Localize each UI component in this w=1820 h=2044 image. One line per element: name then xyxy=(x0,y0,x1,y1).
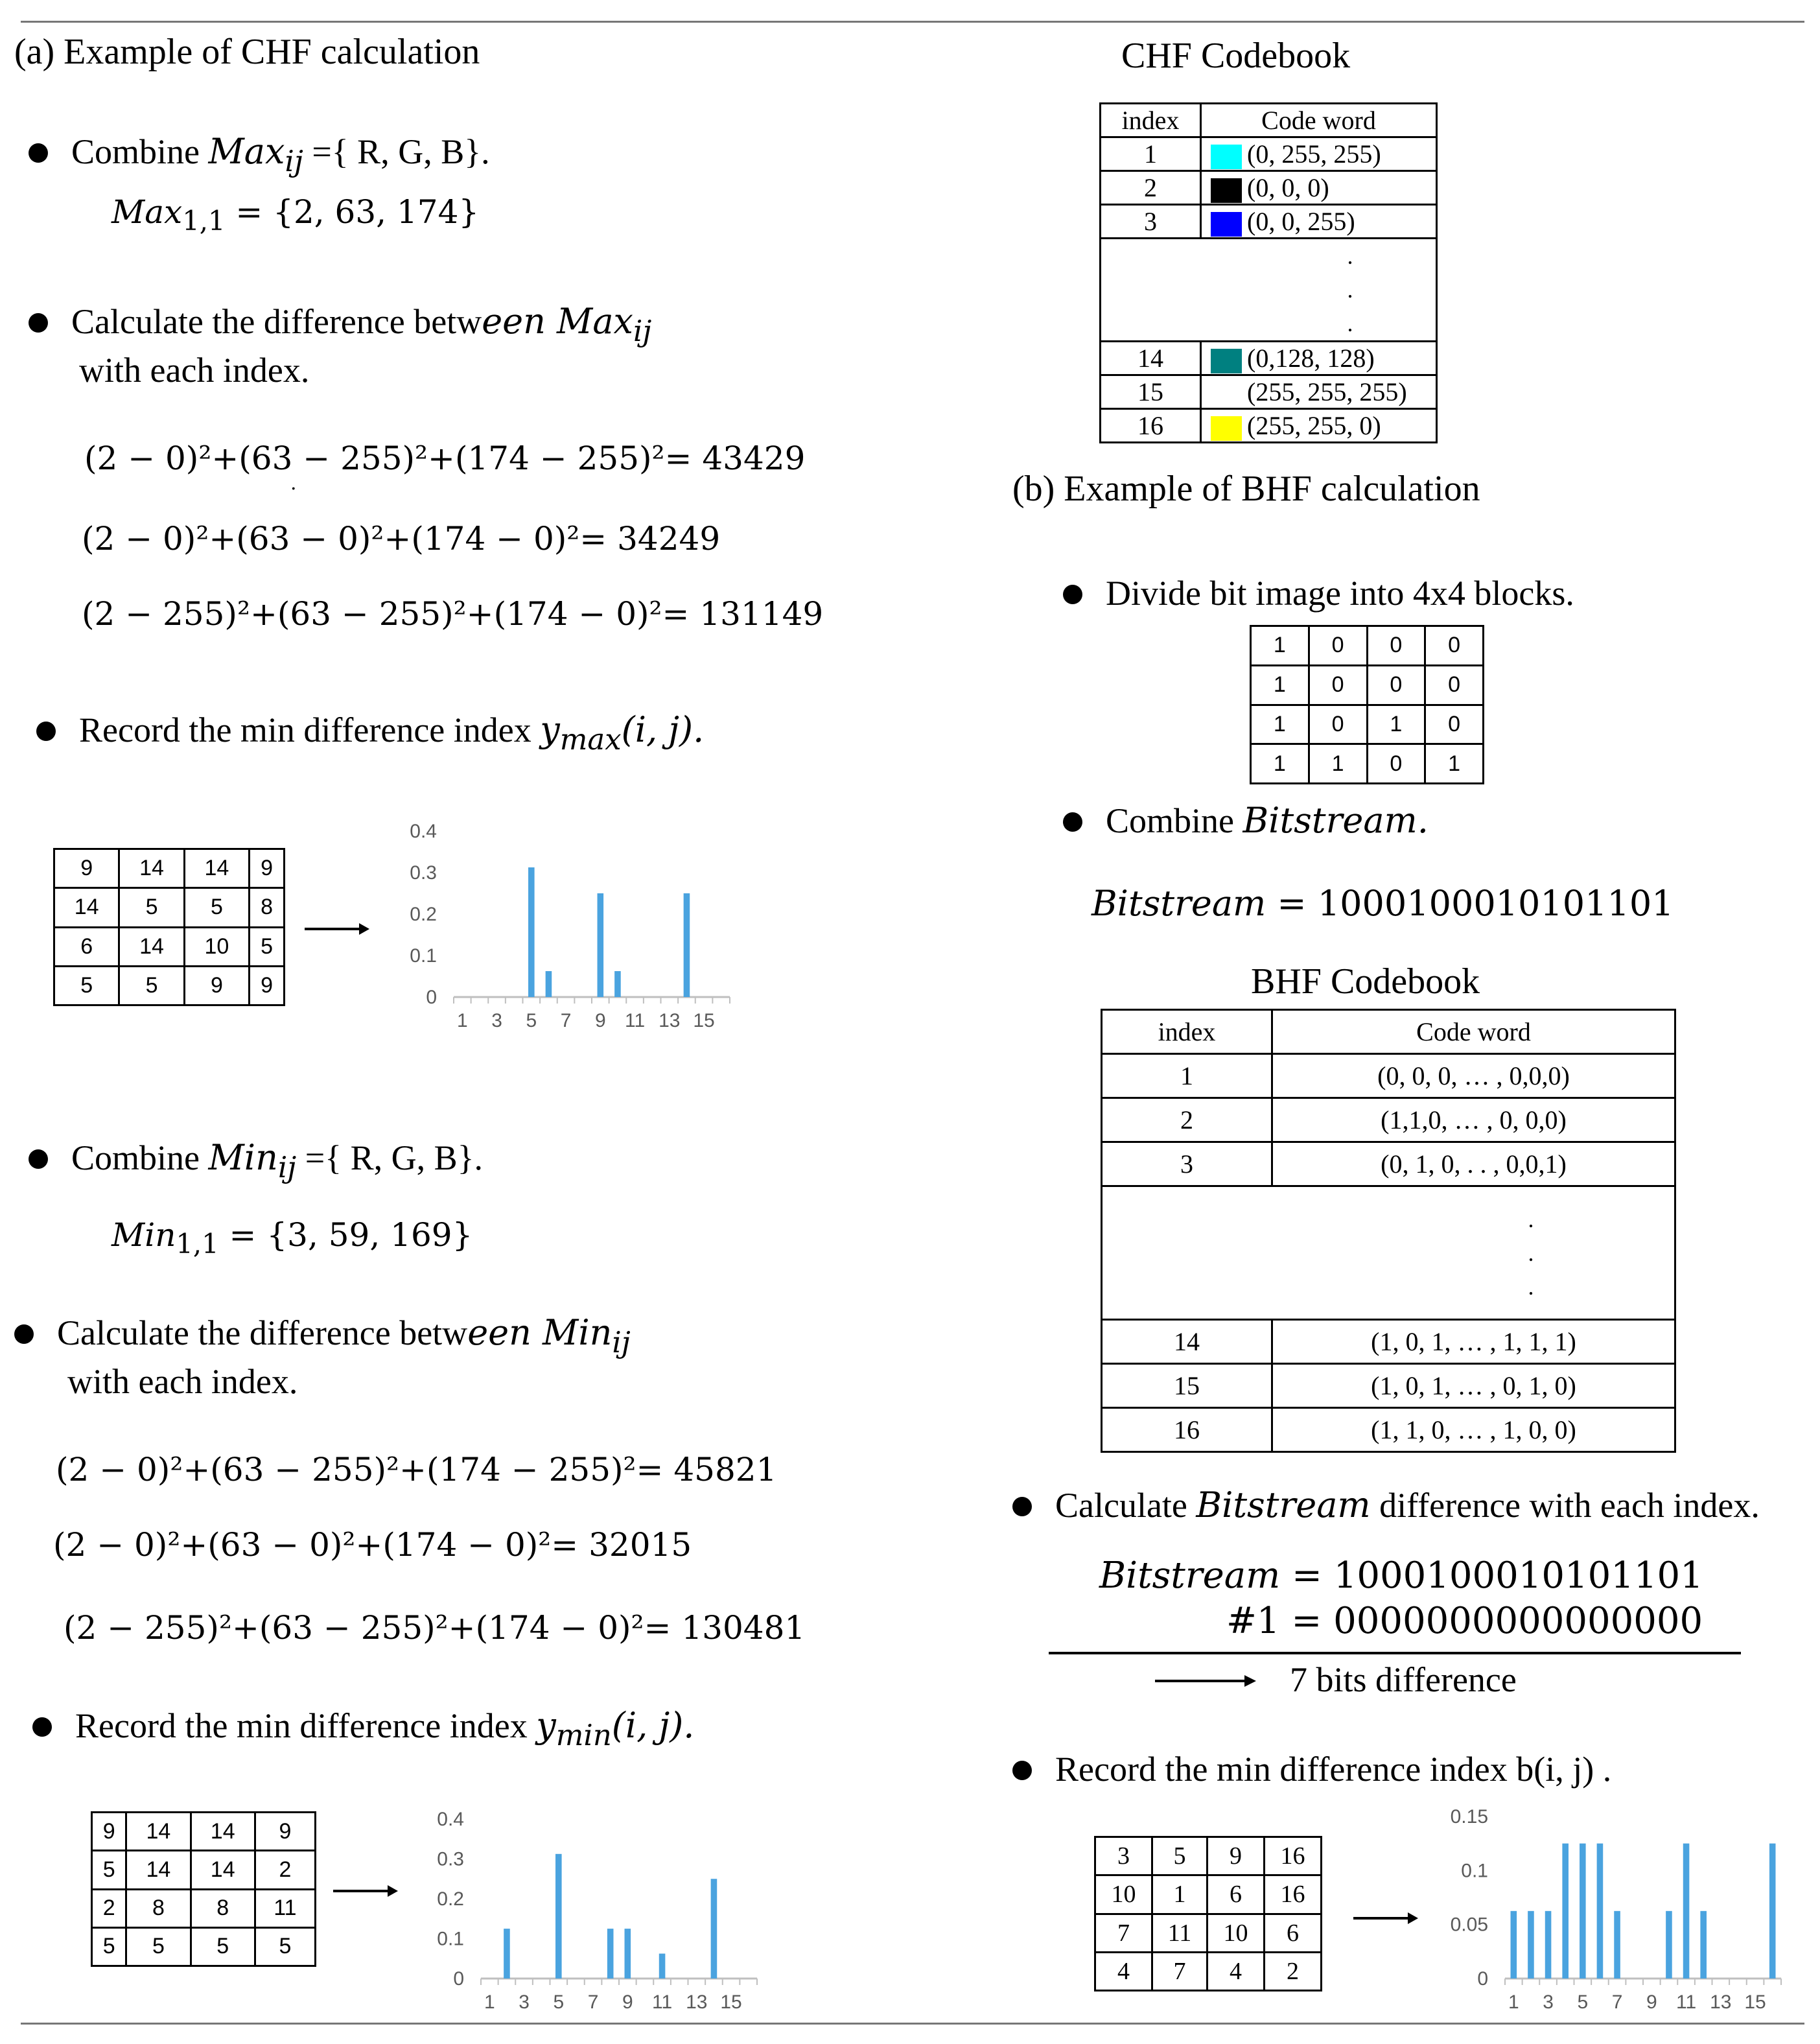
x-tick-label: 9 xyxy=(594,1010,606,1031)
max-histogram-chart xyxy=(389,818,739,1039)
x-tick-label: 5 xyxy=(1577,1991,1589,2013)
max-index-grid: 9 14 14 9 14 5 5 8 6 14 10 5 5 5 9 9 xyxy=(53,848,285,1006)
max-eq-1: (2 − 0)²+(63 − 255)²+(174 − 255)²= 43429 xyxy=(84,440,806,477)
x-tick-label: 15 xyxy=(720,1991,742,2013)
min-eq-3: (2 − 255)²+(63 − 255)²+(174 − 0)²= 130481 xyxy=(64,1609,806,1647)
teal-swatch xyxy=(1211,349,1242,373)
max-diff-title: Calculate the difference between Max$_{ij}$ xyxy=(29,301,651,348)
x-tick-label: 11 xyxy=(651,1991,673,2013)
bar-7 xyxy=(1614,1911,1620,1979)
bar-5 xyxy=(555,1854,562,1979)
max-eq-3: (2 − 255)²+(63 − 255)²+(174 − 0)²= 131149 xyxy=(82,595,824,633)
x-tick-label: 3 xyxy=(1543,1991,1554,2013)
black-swatch xyxy=(1211,178,1242,203)
min-arrow-icon xyxy=(333,1881,398,1901)
bullet-icon xyxy=(1012,1761,1032,1780)
x-tick-label: 11 xyxy=(624,1010,646,1031)
y-tick-label: 0.3 xyxy=(437,1848,464,1870)
bullet-icon xyxy=(36,722,56,741)
x-tick-label: 3 xyxy=(491,1010,502,1031)
max-diff-title-line2: with each index. xyxy=(79,351,310,390)
bottom-rule xyxy=(21,2023,1804,2025)
min-combine-line: Combine Min$_{ij}$ ={ R, G, B}. xyxy=(29,1137,483,1184)
x-tick-label: 1 xyxy=(484,1991,495,2013)
x-tick-label: 13 xyxy=(686,1991,708,2013)
y-tick-label: 0 xyxy=(426,987,437,1008)
chf-codebook-table: index Code word 1 (0, 255, 255) 2 (0, 0, 0) 3 (0, 0, 255) . . . 14 (0,128, 128) 15 (255, 255, 255) 16 (255, 255, 0) xyxy=(1099,102,1438,443)
bar-14 xyxy=(711,1879,718,1979)
result-arrow-icon xyxy=(1155,1671,1256,1691)
record-b-line: Record the min difference index b(i, j) . xyxy=(1012,1749,1611,1789)
x-tick-label: 5 xyxy=(553,1991,565,2013)
y-tick-label: 0.2 xyxy=(410,904,437,925)
b-index-grid: 3 5 9 16 10 1 6 16 7 11 10 6 4 7 4 2 xyxy=(1094,1836,1322,1991)
x-tick-label: 9 xyxy=(622,1991,633,2013)
bar-6 xyxy=(1597,1844,1604,1979)
x-tick-label: 7 xyxy=(560,1010,572,1031)
bar-12 xyxy=(1700,1911,1707,1979)
top-rule xyxy=(21,21,1804,23)
bullet-icon xyxy=(1063,812,1082,832)
calc-line-2: #1 = 0000000000000000 xyxy=(1226,1600,1703,1642)
x-tick-label: 15 xyxy=(693,1010,715,1031)
y-tick-label: 0.1 xyxy=(437,1928,464,1950)
bar-11 xyxy=(1683,1844,1690,1979)
bar-11 xyxy=(659,1954,666,1979)
x-tick-label: 7 xyxy=(587,1991,599,2013)
section-a-title: (a) Example of CHF calculation xyxy=(14,32,480,72)
min-eq-1: (2 − 0)²+(63 − 255)²+(174 − 255)²= 45821 xyxy=(56,1451,777,1488)
max-arrow-icon xyxy=(305,919,369,939)
bar-10 xyxy=(1666,1911,1672,1979)
y-tick-label: 0.4 xyxy=(437,1809,464,1830)
min-record-line: Record the min difference index $y_{min}(i$, j). xyxy=(32,1705,694,1752)
max-eq-2: (2 − 0)²+(63 − 0)²+(174 − 0)²= 34249 xyxy=(82,520,721,558)
bar-8 xyxy=(607,1929,614,1979)
bhf-codebook-table: index Code word 1 (0, 0, 0, … , 0,0,0) 2 (1,1,0, … , 0, 0,0) 3 (0, 1, 0, . . , 0,0,1) . . . 14 (1, 0, 1, … , 1, 1, 1) 15 (1, 0, 1, … , 0, 1, 0) 16 (1, 1, 0, … , 1, 0, 0) xyxy=(1101,1009,1676,1453)
x-tick-label: 9 xyxy=(1646,1991,1657,2013)
bitstream-equation: Bitstream = 1000100010101101 xyxy=(1091,883,1674,924)
b-histogram-chart xyxy=(1440,1803,1790,2020)
x-tick-label: 5 xyxy=(526,1010,537,1031)
bar-5 xyxy=(528,867,535,997)
y-tick-label: 0.3 xyxy=(410,862,437,884)
section-b-title: (b) Example of BHF calculation xyxy=(1012,469,1480,509)
bullet-icon xyxy=(1063,585,1082,604)
bullet-icon xyxy=(29,1149,48,1169)
x-tick-label: 11 xyxy=(1675,1991,1697,2013)
blue-swatch xyxy=(1211,212,1242,237)
b-arrow-icon xyxy=(1353,1909,1418,1928)
x-tick-label: 13 xyxy=(1710,1991,1732,2013)
y-tick-label: 0.2 xyxy=(437,1888,464,1910)
x-tick-label: 3 xyxy=(519,1991,530,2013)
white-swatch xyxy=(1211,382,1242,407)
calc-line-1: Bitstream = 1000100010101101 xyxy=(1099,1555,1703,1597)
calc-divider xyxy=(1049,1652,1741,1654)
x-tick-label: 15 xyxy=(1744,1991,1766,2013)
y-tick-label: 0.15 xyxy=(1450,1806,1488,1827)
bar-4 xyxy=(1562,1844,1569,1979)
min-diff-title-line2: with each index. xyxy=(67,1362,298,1401)
min-histogram-chart xyxy=(416,1806,766,2020)
calc-result: 7 bits difference xyxy=(1290,1660,1517,1699)
bar-9 xyxy=(625,1929,631,1979)
bar-2 xyxy=(504,1929,510,1979)
cyan-swatch xyxy=(1211,145,1242,169)
bullet-icon xyxy=(14,1324,34,1344)
bullet-icon xyxy=(32,1717,52,1737)
max-value: Max$_{1,1}$ = {2, 63, 174} xyxy=(111,193,480,237)
bullet-icon xyxy=(1012,1497,1032,1516)
y-tick-label: 0 xyxy=(453,1968,464,1990)
x-tick-label: 1 xyxy=(456,1010,468,1031)
y-tick-label: 0.4 xyxy=(410,821,437,842)
bar-9 xyxy=(598,893,604,997)
bit-grid: 1 0 0 0 1 0 0 0 1 0 1 0 1 1 0 1 xyxy=(1250,625,1484,784)
min-value: Min$_{1,1}$ = {3, 59, 169} xyxy=(111,1216,473,1260)
bar-6 xyxy=(546,971,552,997)
x-tick-label: 7 xyxy=(1611,1991,1623,2013)
divide-line: Divide bit image into 4x4 blocks. xyxy=(1063,573,1574,613)
bar-5 xyxy=(1580,1844,1586,1979)
bar-16 xyxy=(1769,1844,1776,1979)
max-record-line: Record the min difference index $y_{max}(i$, j). xyxy=(36,709,704,757)
y-tick-label: 0.1 xyxy=(410,945,437,967)
combine-bitstream-line: Combine Bitstream. xyxy=(1063,800,1429,841)
dot-mark: . xyxy=(290,472,297,495)
bullet-icon xyxy=(29,313,48,333)
bhf-codebook-title: BHF Codebook xyxy=(1251,961,1480,1002)
bar-14 xyxy=(684,893,690,997)
bullet-icon xyxy=(29,143,48,163)
min-index-grid: 9 14 14 9 5 14 14 2 2 8 8 11 5 5 5 5 xyxy=(91,1811,316,1967)
max-combine-line: Combine Max$_{ij}$ ={ R, G, B}. xyxy=(29,131,490,178)
y-tick-label: 0 xyxy=(1477,1968,1488,1990)
y-tick-label: 0.1 xyxy=(1461,1860,1488,1882)
bar-3 xyxy=(1545,1911,1552,1979)
bar-2 xyxy=(1528,1911,1534,1979)
min-eq-2: (2 − 0)²+(63 − 0)²+(174 − 0)²= 32015 xyxy=(53,1526,692,1564)
chf-codebook-title: CHF Codebook xyxy=(1121,36,1351,76)
yellow-swatch xyxy=(1211,416,1242,441)
x-tick-label: 13 xyxy=(659,1010,681,1031)
bar-1 xyxy=(1511,1911,1517,1979)
calc-bitstream-line: Calculate Bitstream difference with each index. xyxy=(1012,1485,1760,1525)
min-diff-title: Calculate the difference between Min$_{ij}$ xyxy=(14,1312,631,1359)
y-tick-label: 0.05 xyxy=(1450,1914,1488,1936)
bar-10 xyxy=(614,971,621,997)
x-tick-label: 1 xyxy=(1508,1991,1519,2013)
